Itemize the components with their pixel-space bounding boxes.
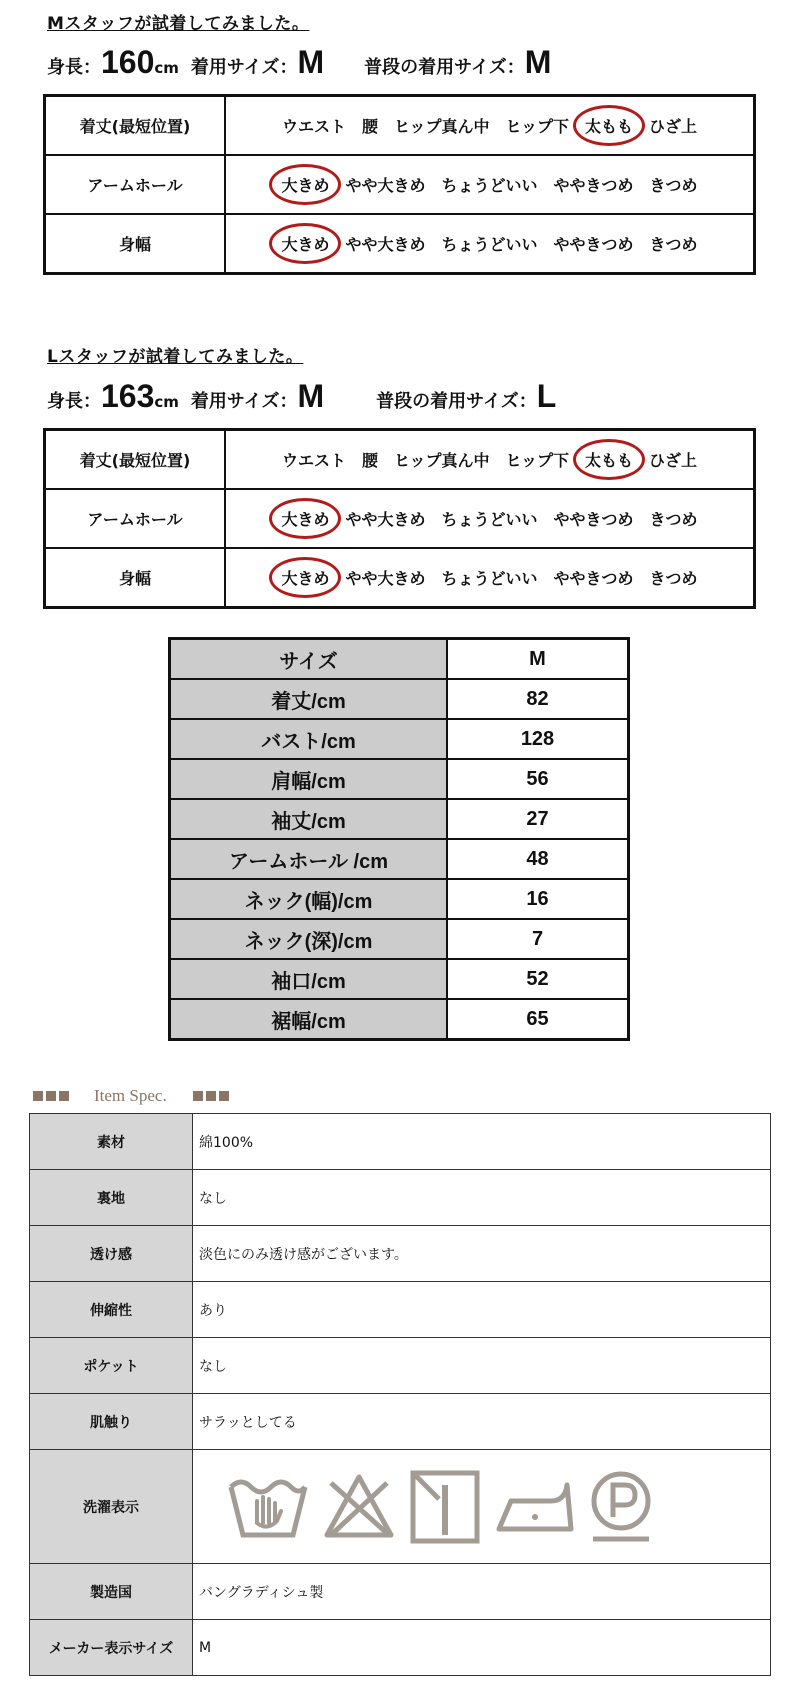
size-value: 27 <box>447 799 629 839</box>
staff-stats <box>47 44 551 81</box>
usual-size-value: M <box>524 44 552 80</box>
fit-option: ヒップ真ん中 <box>393 117 490 136</box>
usual-size-value: L <box>536 378 557 414</box>
fit-option: ひざ上 <box>649 117 698 136</box>
worn-size-label: 着用サイズ： <box>190 57 298 78</box>
fit-option: やや大きめ <box>345 176 426 195</box>
fit-option: ちょうどいい <box>441 176 538 195</box>
fit-option: きつめ <box>649 510 698 529</box>
height-unit: cm <box>154 393 179 411</box>
fit-option-selected: 太もも <box>585 114 633 137</box>
size-value: 82 <box>447 679 629 719</box>
spec-value: なし <box>193 1170 771 1226</box>
fit-options <box>225 489 755 548</box>
fit-option: ややきつめ <box>553 235 634 254</box>
fit-option-selected: 大きめ <box>281 507 329 530</box>
size-key: アームホール /cm <box>170 839 448 879</box>
fit-row-label: 身幅 <box>45 548 226 608</box>
square-icon <box>59 1091 69 1101</box>
fit-option: きつめ <box>649 569 698 588</box>
fit-options <box>225 548 755 608</box>
fit-option: やや大きめ <box>345 569 426 588</box>
size-key: ネック(幅)/cm <box>170 879 448 919</box>
size-value: 56 <box>447 759 629 799</box>
size-key: バスト/cm <box>170 719 448 759</box>
size-value: 16 <box>447 879 629 919</box>
size-key: 着丈/cm <box>170 679 448 719</box>
worn-size-label: 着用サイズ： <box>190 391 298 412</box>
fit-row-label: アームホール <box>45 155 226 214</box>
square-icon <box>46 1091 56 1101</box>
usual-size-label: 普段の着用サイズ： <box>376 391 537 412</box>
fit-option: きつめ <box>649 176 698 195</box>
iron-low-icon <box>495 1477 575 1537</box>
height-label: 身長： <box>47 391 101 412</box>
spec-key: 透け感 <box>30 1226 193 1282</box>
fit-options <box>225 155 755 214</box>
fit-option: ヒップ下 <box>505 117 570 136</box>
fit-option: ややきつめ <box>553 510 634 529</box>
size-value: 48 <box>447 839 629 879</box>
fit-table <box>43 428 756 609</box>
spec-value: サラッとしてる <box>193 1394 771 1450</box>
fit-option: やや大きめ <box>345 235 426 254</box>
fit-table <box>43 94 756 275</box>
fit-option: 腰 <box>361 117 378 136</box>
no-bleach-icon <box>323 1473 395 1541</box>
spec-value: バングラディシュ製 <box>193 1564 771 1620</box>
size-value: 128 <box>447 719 629 759</box>
fit-option: 腰 <box>361 451 378 470</box>
spec-key: メーカー表示サイズ <box>30 1620 193 1676</box>
staff-stats <box>47 378 556 415</box>
spec-value: なし <box>193 1338 771 1394</box>
height-value: 163 <box>101 378 155 414</box>
spec-key: ポケット <box>30 1338 193 1394</box>
square-icon <box>206 1091 216 1101</box>
square-icon <box>33 1091 43 1101</box>
square-icon <box>219 1091 229 1101</box>
fit-option: ウエスト <box>281 117 346 136</box>
height-label: 身長： <box>47 57 101 78</box>
size-key: 袖口/cm <box>170 959 448 999</box>
size-value: 65 <box>447 999 629 1040</box>
fit-option: ちょうどいい <box>441 235 538 254</box>
fit-row-label: 着丈(最短位置) <box>45 96 226 156</box>
height-unit: cm <box>154 59 179 77</box>
item-spec-table <box>29 1113 771 1676</box>
staff-section-title: Lスタッフが試着してみました。 <box>47 347 304 367</box>
spec-value: 淡色にのみ透け感がございます。 <box>193 1226 771 1282</box>
fit-option: ヒップ真ん中 <box>393 451 490 470</box>
wash-icons <box>193 1450 771 1564</box>
item-spec-heading <box>33 1085 232 1107</box>
fit-option: ウエスト <box>281 451 346 470</box>
fit-row-label: 着丈(最短位置) <box>45 430 226 490</box>
spec-value: あり <box>193 1282 771 1338</box>
fit-option-selected: 太もも <box>585 448 633 471</box>
square-icon <box>193 1091 203 1101</box>
item-spec-title: Item Spec. <box>94 1086 167 1105</box>
size-header-value: M <box>447 639 629 680</box>
fit-option: きつめ <box>649 235 698 254</box>
size-key: 裾幅/cm <box>170 999 448 1040</box>
size-table <box>168 637 630 1041</box>
spec-key: 伸縮性 <box>30 1282 193 1338</box>
fit-option: ちょうどいい <box>441 510 538 529</box>
fit-option: ややきつめ <box>553 176 634 195</box>
spec-key: 素材 <box>30 1114 193 1170</box>
dry-clean-p-icon <box>589 1469 653 1545</box>
fit-options <box>225 430 755 490</box>
spec-key: 裏地 <box>30 1170 193 1226</box>
fit-option: やや大きめ <box>345 510 426 529</box>
fit-option-selected: 大きめ <box>281 173 329 196</box>
spec-value: 綿100% <box>193 1114 771 1170</box>
fit-row-label: 身幅 <box>45 214 226 274</box>
size-key: 袖丈/cm <box>170 799 448 839</box>
worn-size-value: M <box>297 378 325 414</box>
fit-options <box>225 214 755 274</box>
fit-option: ヒップ下 <box>505 451 570 470</box>
size-value: 52 <box>447 959 629 999</box>
fit-option: ひざ上 <box>649 451 698 470</box>
size-header-key: サイズ <box>170 639 448 680</box>
usual-size-label: 普段の着用サイズ： <box>364 57 525 78</box>
height-value: 160 <box>101 44 155 80</box>
size-key: 肩幅/cm <box>170 759 448 799</box>
hand-wash-icon <box>227 1473 309 1541</box>
spec-key: 洗濯表示 <box>30 1450 193 1564</box>
spec-key: 肌触り <box>30 1394 193 1450</box>
worn-size-value: M <box>297 44 325 80</box>
line-dry-icon <box>409 1469 481 1545</box>
fit-option-selected: 大きめ <box>281 566 329 589</box>
spec-key: 製造国 <box>30 1564 193 1620</box>
fit-row-label: アームホール <box>45 489 226 548</box>
size-key: ネック(深)/cm <box>170 919 448 959</box>
spec-value: M <box>193 1620 771 1676</box>
size-value: 7 <box>447 919 629 959</box>
staff-section-title: Mスタッフが試着してみました。 <box>47 14 310 34</box>
fit-option: ややきつめ <box>553 569 634 588</box>
fit-option: ちょうどいい <box>441 569 538 588</box>
fit-option-selected: 大きめ <box>281 232 329 255</box>
fit-options <box>225 96 755 156</box>
